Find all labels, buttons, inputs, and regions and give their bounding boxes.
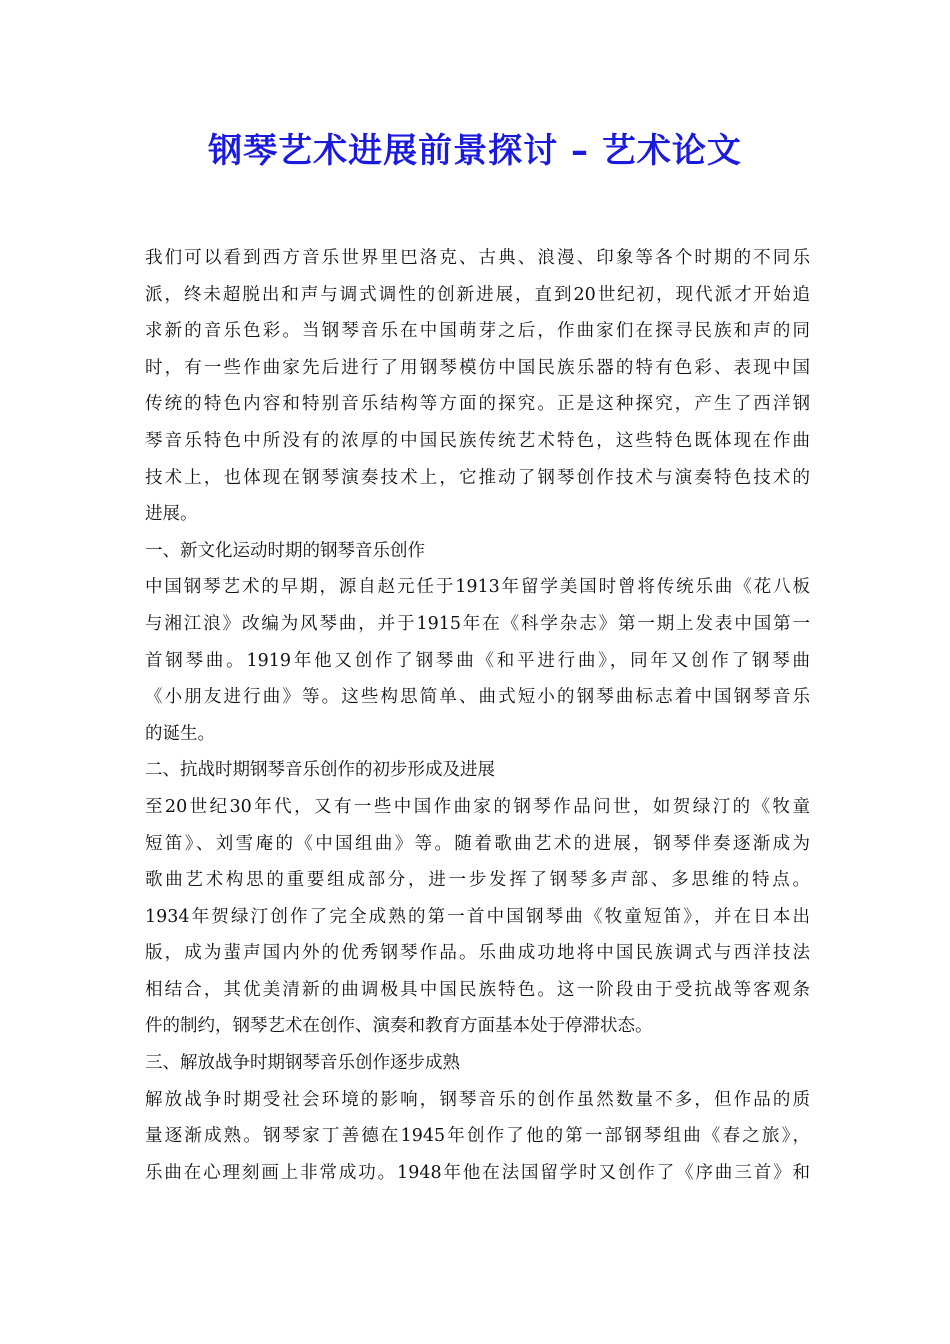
- text-line: 1934年贺绿汀创作了完全成熟的第一首中国钢琴曲《牧童短笛》，并在日本出: [145, 906, 810, 927]
- text-line: 求新的音乐色彩。当钢琴音乐在中国萌芽之后，作曲家们在探寻民族和声的同: [145, 321, 810, 342]
- text-line: 我们可以看到西方音乐世界里巴洛克、古典、浪漫、印象等各个时期的不同乐: [145, 248, 810, 268]
- text-line: 的诞生。: [145, 723, 215, 744]
- text-line: 至20世纪30年代，又有一些中国作曲家的钢琴作品问世，如贺绿汀的《牧童: [145, 796, 810, 817]
- text-line: 件的制约，钢琴艺术在创作、演奏和教育方面基本处于停滞状态。: [145, 1016, 653, 1037]
- text-line: 相结合，其优美清新的曲调极具中国民族特色。这一阶段由于受抗战等客观条: [145, 979, 810, 1000]
- text-line: 首钢琴曲。1919年他又创作了钢琴曲《和平进行曲》，同年又创作了钢琴曲: [145, 650, 810, 671]
- document-title: 钢琴艺术进展前景探讨 – 艺术论文: [208, 131, 742, 171]
- text-line: 版，成为蜚声国内外的优秀钢琴作品。乐曲成功地将中国民族调式与西洋技法: [145, 943, 810, 964]
- text-line: 与湘江浪》改编为风琴曲，并于1915年在《科学杂志》第一期上发表中国第一: [145, 613, 810, 634]
- text-line: 三、解放战争时期钢琴音乐创作逐步成熟: [145, 1053, 460, 1074]
- text-line: 解放战争时期受社会环境的影响，钢琴音乐的创作虽然数量不多，但作品的质: [145, 1089, 810, 1110]
- text-line: 技术上，也体现在钢琴演奏技术上，它推动了钢琴创作技术与演奏特色技术的: [145, 467, 810, 488]
- text-line: 传统的特色内容和特别音乐结构等方面的探究。正是这种探究，产生了西洋钢: [145, 394, 810, 415]
- text-line: 琴音乐特色中所没有的浓厚的中国民族传统艺术特色，这些特色既体现在作曲: [145, 430, 810, 451]
- text-line: 一、新文化运动时期的钢琴音乐创作: [145, 540, 425, 561]
- text-line: 乐曲在心理刻画上非常成功。1948年他在法国留学时又创作了《序曲三首》和: [145, 1162, 810, 1183]
- text-line: 时，有一些作曲家先后进行了用钢琴模仿中国民族乐器的特有色彩、表现中国: [145, 357, 810, 378]
- text-line: 歌曲艺术构思的重要组成部分，进一步发挥了钢琴多声部、多思维的特点。: [145, 870, 810, 891]
- text-line: 短笛》、刘雪庵的《中国组曲》等。随着歌曲艺术的进展，钢琴伴奏逐渐成为: [145, 833, 810, 854]
- text-line: 进展。: [145, 504, 198, 525]
- text-line: 二、抗战时期钢琴音乐创作的初步形成及进展: [145, 760, 495, 781]
- text-line: 中国钢琴艺术的早期，源自赵元任于1913年留学美国时曾将传统乐曲《花八板: [145, 577, 810, 598]
- document-body: [145, 240, 810, 1191]
- text-line: 《小朋友进行曲》等。这些构思简单、曲式短小的钢琴曲标志着中国钢琴音乐: [145, 687, 810, 708]
- text-line: 量逐渐成熟。钢琴家丁善德在1945年创作了他的第一部钢琴组曲《春之旅》，: [145, 1126, 810, 1147]
- text-line: 派，终未超脱出和声与调式调性的创新进展，直到20世纪初，现代派才开始追: [145, 284, 810, 305]
